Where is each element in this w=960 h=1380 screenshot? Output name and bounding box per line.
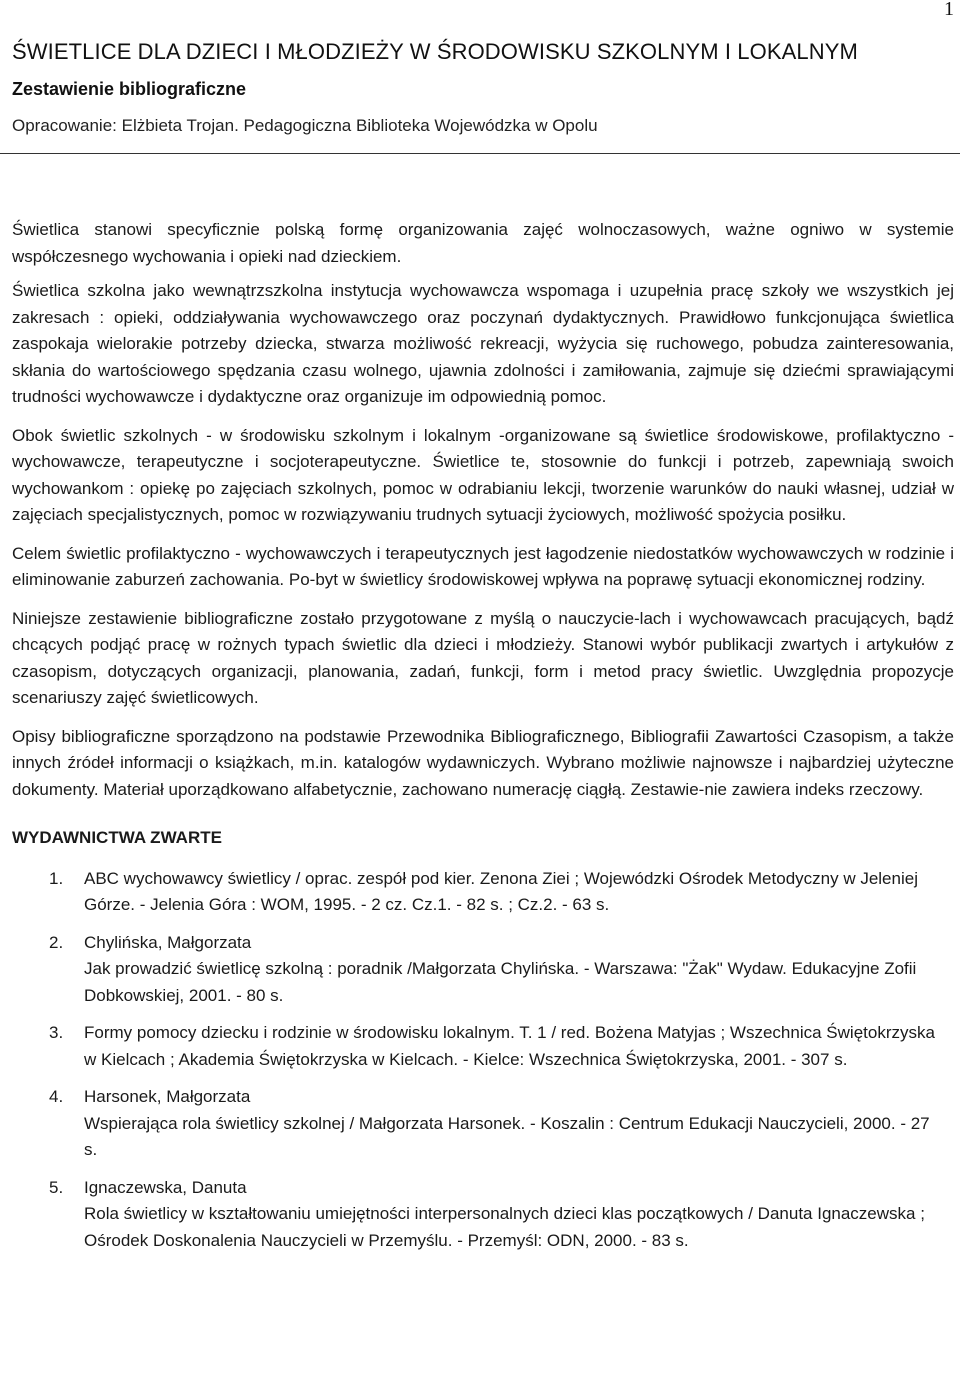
bibliography-entry [12,930,954,1010]
bibliography-entry [12,866,954,919]
entry-text: Formy pomocy dziecku i rodzinie w środowisku lokalnym. T. 1 / red. Bożena Matyjas ; Wszechnica Świętokrzyska w Kielcach ; Akademia Świętokrzyska w Kielcach. - Kielce: Wszechnica Świętokrzyska, 2001. - 307 s. [84,1023,935,1069]
entry-text: Wspierająca rola świetlicy szkolnej / Małgorzata Harsonek. - Koszalin : Centrum Edukacji Nauczycieli, 2000. - 27 s. [84,1113,930,1159]
entry-number: 2. [49,932,64,952]
entry-number: 3. [49,1023,64,1042]
section-heading: WYDAWNICTWA ZWARTE [12,828,222,847]
body-paragraph: Celem świetlic profilaktyczno - wychowawczych i terapeutycznych jest łagodzenie niedostatków wychowawczych w rodzinie i eliminowanie zaburzeń zachowania. Po-byt w świetlicy środowiskowej wpływa na poprawę sytuacji ekonomicznej rodziny. [12,543,954,589]
bibliography-list [12,866,954,1255]
body-paragraph: Świetlica szkolna jako wewnątrzszkolna instytucja wychowawcza wspomaga i uzupełnia pracę szkoły we wszystkich jej zakresach : opieki, oddziaływania wychowawczego oraz poczynań dydaktycznych. Prawidłowo funkcjonująca świetlica zaspokaja wielorakie potrzeby dziecka, stwarza możliwość rekreacji, wyżycia się ruchowego, pobudza zainteresowania, skłania do wartościowego spędzania czasu wolnego, ujawnia zdolności i zamiłowania, zajmuje się dziećmi sprawiającymi trudności wychowawcze i dydaktyczne oraz organizuje im odpowiednią pomoc. [12,281,954,406]
document-subtitle: Zestawienie bibliograficzne [12,79,247,99]
entry-number: 4. [49,1087,64,1106]
intro-paragraph: Świetlica stanowi specyficznie polską formę organizowania zajęć wolnoczasowych, ważne ogniwo w systemie współczesnego wychowania i opieki nad dzieckiem. [12,220,954,266]
body-paragraph: Niniejsze zestawienie bibliograficzne zostało przygotowane z myślą o nauczycie-lach i wychowawcach pracujących, bądź chcących podjąć pracę w rożnych typach świetlic dla dzieci i młodzieży. Stanowi wybór publikacji zwartych i artykułów z czasopism, dotyczących organizacji, planowania, zadań, funkcji, form i metod pracy świetlic. Uwzględnia propozycje scenariuszy zajęć świetlicowych. [12,608,954,707]
entry-author: Ignaczewska, Danuta [84,1177,247,1197]
entry-author: Chylińska, Małgorzata [84,932,252,952]
body-paragraph: Obok świetlic szkolnych - w środowisku szkolnym i lokalnym -organizowane są świetlice środowiskowe, profilaktyczno - wychowawcze, terapeutyczne i socjoterapeutyczne. Świetlice te, stosownie do funkcji i potrzeb, zapewniają swoich wychowankom : opiekę po zajęciach szkolnych, pomoc w odrabianiu lekcji, tworzenie warunków do nauki własnej, udział w zajęciach specjalistycznych, pomoc w rozwiązywaniu trudnych sytuacji życiowych, możliwość spożycia posiłku. [12,425,954,524]
entry-author: Harsonek, Małgorzata [84,1087,251,1106]
bibliography-entry [12,1175,954,1255]
document-header [12,30,956,137]
prepared-by: Opracowanie: Elżbieta Trojan. Pedagogiczna Biblioteka Wojewódzka w Opolu [12,116,598,135]
entry-text: ABC wychowawcy świetlicy / oprac. zespół pod kier. Zenona Ziei ; Wojewódzki Ośrodek Metodyczny w Jeleniej Górze. - Jelenia Góra : WOM, 1995. - 2 cz. Cz.1. - 82 s. ; Cz.2. - 63 s. [84,868,918,914]
header-divider [0,153,960,154]
entry-text: Rola świetlicy w kształtowaniu umiejętności interpersonalnych dzieci klas początkowych / Danuta Ignaczewska ; Ośrodek Doskonalenia Nauczycieli w Przemyślu. - Przemyśl: ODN, 2000. - 83 s. [84,1204,925,1250]
entry-text: Jak prowadzić świetlicę szkolną : poradnik /Małgorzata Chylińska. - Warszawa: "Żak" Wydaw. Edukacyjne Zofii Dobkowskiej, 2001. - 80 s. [84,959,917,1005]
bibliography-entry [12,1020,954,1073]
document-body [12,217,954,1265]
entry-number: 5. [49,1177,64,1197]
page-number: 1 [944,0,954,20]
body-paragraph: Opisy bibliograficzne sporządzono na podstawie Przewodnika Bibliograficznego, Bibliografii Zawartości Czasopism, a także innych źródeł informacji o książkach, m.in. katalogów wydawniczych. Wybrano możliwie najnowsze i najbardziej użyteczne dokumenty. Materiał uporządkowano alfabetycznie, zachowano numerację ciągłą. Zestawie-nie zawiera indeks rzeczowy. [12,726,954,799]
bibliography-entry [12,1084,954,1164]
document-title: ŚWIETLICE DLA DZIECI I MŁODZIEŻY W ŚRODOWISKU SZKOLNYM I LOKALNYM [12,39,858,64]
entry-number: 1. [49,868,64,888]
